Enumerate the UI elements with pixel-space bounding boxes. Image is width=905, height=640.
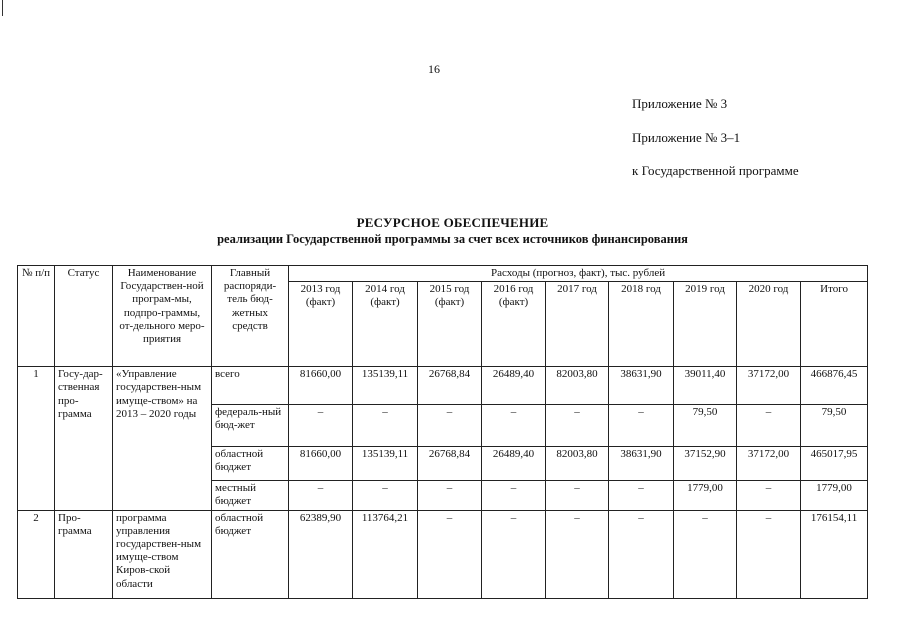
value-cell: –	[289, 405, 353, 447]
header-row-1	[18, 266, 868, 282]
value-cell: 26489,40	[482, 367, 546, 405]
value-cell: 135139,11	[353, 367, 418, 405]
funding-source-cell: местный бюджет	[212, 481, 289, 510]
resource-table	[17, 265, 868, 599]
appendix-line-1: Приложение № 3	[632, 96, 728, 111]
total-cell: 1779,00	[801, 481, 868, 510]
value-cell: –	[418, 481, 482, 510]
row-name-cell: «Управление государствен-ным имуще-ством» на 2013 – 2020 годы	[113, 367, 212, 510]
table-row	[18, 510, 868, 598]
value-cell: 135139,11	[353, 447, 418, 481]
header-year: 2019 год	[674, 282, 737, 367]
header-year: 2016 год (факт)	[482, 282, 546, 367]
value-cell: –	[289, 481, 353, 510]
header-num: № п/п	[18, 266, 55, 367]
value-cell: –	[609, 510, 674, 598]
value-cell: –	[353, 405, 418, 447]
header-expenses: Расходы (прогноз, факт), тыс. рублей	[289, 266, 868, 282]
total-cell: 79,50	[801, 405, 868, 447]
header-year: 2014 год (факт)	[353, 282, 418, 367]
value-cell: 37172,00	[737, 367, 801, 405]
header-year: 2017 год	[546, 282, 609, 367]
row-status-cell: Про-грамма	[55, 510, 113, 598]
total-cell: 466876,45	[801, 367, 868, 405]
value-cell: –	[737, 405, 801, 447]
funding-source-cell: областной бюджет	[212, 447, 289, 481]
row-name-cell: программа управления государствен-ным имуще-ством Киров-ской области	[113, 510, 212, 598]
total-cell: 465017,95	[801, 447, 868, 481]
header-total: Итого	[801, 282, 868, 367]
document-subtitle: реализации Государственной программы за счет всех источников финансирования	[217, 232, 688, 246]
header-year: 2013 год (факт)	[289, 282, 353, 367]
funding-source-cell: всего	[212, 367, 289, 405]
value-cell: 26768,84	[418, 447, 482, 481]
value-cell: –	[482, 481, 546, 510]
value-cell: –	[418, 405, 482, 447]
value-cell: –	[737, 510, 801, 598]
header-year: 2015 год (факт)	[418, 282, 482, 367]
value-cell: 81660,00	[289, 367, 353, 405]
value-cell: 37152,90	[674, 447, 737, 481]
value-cell: –	[546, 405, 609, 447]
value-cell: 62389,90	[289, 510, 353, 598]
header-year: 2020 год	[737, 282, 801, 367]
document-title: РЕСУРСНОЕ ОБЕСПЕЧЕНИЕ	[356, 215, 549, 230]
value-cell: 113764,21	[353, 510, 418, 598]
value-cell: 38631,90	[609, 367, 674, 405]
value-cell: –	[609, 405, 674, 447]
row-number-cell: 2	[18, 510, 55, 598]
appendix-line-3: к Государственной программе	[632, 163, 799, 178]
header-year: 2018 год	[609, 282, 674, 367]
left-edge-mark	[2, 0, 3, 16]
total-cell: 176154,11	[801, 510, 868, 598]
value-cell: 39011,40	[674, 367, 737, 405]
value-cell: 81660,00	[289, 447, 353, 481]
value-cell: 79,50	[674, 405, 737, 447]
value-cell: –	[609, 481, 674, 510]
value-cell: 26489,40	[482, 447, 546, 481]
value-cell: –	[418, 510, 482, 598]
value-cell: –	[353, 481, 418, 510]
value-cell: –	[482, 510, 546, 598]
funding-source-cell: областной бюджет	[212, 510, 289, 598]
header-manager: Главный распоряди-тель бюд-жетных средств	[212, 266, 289, 367]
row-number-cell: 1	[18, 367, 55, 510]
value-cell: 1779,00	[674, 481, 737, 510]
row-status-cell: Госу-дар-ственная про-грамма	[55, 367, 113, 510]
header-name: Наименование Государствен-ной програм-мы, подпро-граммы, от-дельного меро-приятия	[113, 266, 212, 367]
value-cell: 38631,90	[609, 447, 674, 481]
funding-source-cell: федераль-ный бюд-жет	[212, 405, 289, 447]
table-row	[18, 367, 868, 405]
value-cell: 26768,84	[418, 367, 482, 405]
value-cell: 37172,00	[737, 447, 801, 481]
value-cell: 82003,80	[546, 367, 609, 405]
page-number: 16	[428, 62, 440, 76]
value-cell: 82003,80	[546, 447, 609, 481]
value-cell: –	[737, 481, 801, 510]
value-cell: –	[546, 481, 609, 510]
value-cell: –	[482, 405, 546, 447]
appendix-line-2: Приложение № 3–1	[632, 130, 741, 145]
value-cell: –	[546, 510, 609, 598]
value-cell: –	[674, 510, 737, 598]
header-status: Статус	[55, 266, 113, 367]
